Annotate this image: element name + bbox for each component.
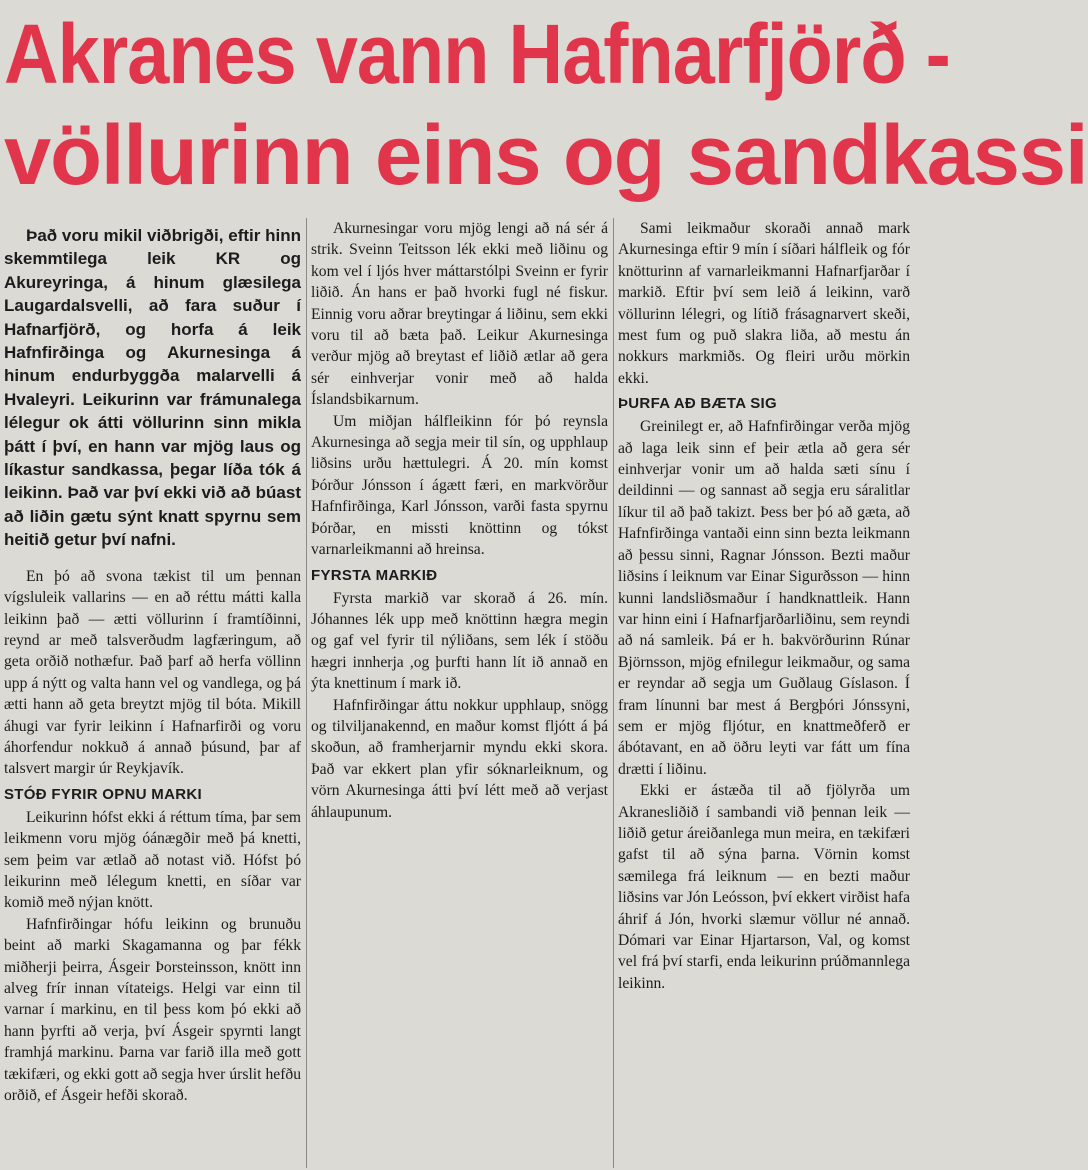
subheading: STÓÐ FYRIR OPNU MARKI [4,785,202,803]
subheading: FYRSTA MARKIÐ [311,566,438,584]
column-2 [311,218,608,1168]
headline [0,0,1088,205]
body-paragraph: Leikurinn hófst ekki á réttum tíma, þar sem leikmenn voru mjög óánægðir með þá knetti, sem þeim var ætlað að notast við. Hófst þó leikurinn með lélegum knetti, en síðar var komið með nýjan knött. [4,808,301,912]
body-paragraph: Greinilegt er, að Hafnfirðingar verða mjög að laga leik sinn ef þeir ætla að gera sér einhverjar vonir um að halda sæti sínu í deildinni — og sannast að segja eru sáralitlar líkur til að það takizt. Þess ber þó að gæta, að Hafnfirðinga vantaði einn sinn bezta leikmann að þessu sinni, Ragnar Jónsson. Bezti maður liðsins í leiknum var Einar Sigurðsson — hinn kunni landsliðsmaður í handknattleik. Hann var hinn eini í Hafnarfjarðarliðinu, sem reyndi að ná samleik. Þá er h. bakvörðurinn Rúnar Björnsson, mjög efnilegur leikmaður, og sama er reyndar að segja um Guðlaug Gíslason. Í fram línunni bar mest á Bergþóri Jónssyni, sem er mjög fljótur, en knattmeðferð er ábótavant, en að öðru leyti var fátt um fína drætti í liðinu. [618,418,910,778]
column-3 [618,218,910,1168]
body-paragraph: Hafnfirðingar áttu nokkur upphlaup, snögg og tilviljanakennd, en maður komst fljótt á þá skoðun, að framherjarnir myndu ekki skora. Það var ekkert plan yfir sóknarleiknum, og vörn Akurnesinga átti því létt með að verjast áhlaupunum. [311,696,608,821]
body-paragraph: Ekki er ástæða til að fjölyrða um Akranesliðið í sambandi við þennan leik — liðið getur áreiðanlega mun meira, en tækifæri gafst til að sýna þarna. Vörnin komst sæmilega frá leiknum — en bezti maður liðsins var Jón Leósson, því ekkert virðist hafa áhrif á Jón, hvorki slæmur völlur né annað. Dómari var Einar Hjartarson, Val, og komst vel frá því starfi, enda leikurinn prúðmannlega leikinn. [618,782,910,992]
body-paragraph: Akurnesingar voru mjög lengi að ná sér á strik. Sveinn Teitsson lék ekki með liðinu og kom vel í ljós hver máttarstólpi Sveinn er fyrir liðið. Án hans er það hvorki fugl né fiskur. Einnig voru aðrar breytingar á liðinu, sem ekki voru til að bæta það. Leikur Akurnesinga verður mjög að breytast ef liðið ætlar að gera sér einhverjar vonir með að halda Íslandsbikarnum. [311,220,608,409]
body-paragraph: Fyrsta markið var skorað á 26. mín. Jóhannes lék upp með knöttinn hægra megin og gaf vel fyrir til nýliðans, sem lék í stöðu hægri innherja ,og þurfti hann lít ið annað en ýta knettinum í mark ið. [311,589,608,693]
headline-line-1: Akranes vann Hafnarfjörð - [4,7,950,101]
column-divider [306,218,307,1168]
subheading: ÞURFA AÐ BÆTA SIG [618,395,777,413]
column-1 [4,218,301,1168]
body-paragraph: Um miðjan hálfleikinn fór þó reynsla Akurnesinga að segja meir til sín, og upphlaup liðsins urðu hættulegri. Á 20. mín komst Þórður Jónsson í ágætt færi, en markvörður Hafnfirðinga, Karl Jónsson, varði fasta spyrnu Þórðar, en missti knöttinn og tókst varnarleikmanni að hreinsa. [311,412,608,559]
body-paragraph: Sami leikmaður skoraði annað mark Akurnesinga eftir 9 mín í síðari hálfleik og fór knötturinn af varnarleikmanni Hafnarfjarðar í markið. Eftir því sem leið á leikinn, varð völlurinn lélegri, og lítið frásagnarvert skeði, mest fum og puð slakra liða, að mestu án nokkurs markmiðs. Og fleiri urðu mörkin ekki. [618,220,910,387]
lead-paragraph: Það voru mikil viðbrigði, eftir hinn skemmtilega leik KR og Akureyringa, á hinum glæsilega Laugardalsvelli, að fara suður í Hafnarfjörð, og horfa á leik Hafnfirðinga og Akurnesinga á hinum endurbyggða malarvelli á Hvaleyri. Leikurinn var frámunalega lélegur ok átti völlurinn sinn mikla þátt í því, en hann var mjög laus og líkastur sandkassa, þegar líða tók á leikinn. Það var því ekki við að búast að liðin gætu sýnt knatt spyrnu sem heitið getur því nafni. [4,226,301,550]
headline-line-2: völlurinn eins og sandkassi [4,108,1088,202]
body-paragraph: En þó að svona tækist til um þennan vígsluleik vallarins — en að réttu mátti kalla leikinn það — ætti völlurinn í framtíðinni, reynd ar með talsverðudm lagfæringum, að geta orðið nothæfur. Það þarf að herfa völlinn upp á nýtt og valta hann vel og vandlega, og þá ætti hann að geta breytzt mjög til bóta. Mikill áhugi var fyrir leikinn í Hafnarfirði og voru áhorfendur nokkuð á annað þúsund, þar af talsvert margir úr Reykjavík. [4,567,301,778]
body-paragraph: Hafnfirðingar hófu leikinn og brunuðu beint að marki Skagamanna og þar fékk miðherji þeirra, Ásgeir Þorsteinsson, knött inn alveg frír innan vítateigs. Helgi var einn til varnar í markinu, en til þess kom þó ekki að hann þyrfti að verja, því Ásgeir spyrnti langt framhjá markinu. Þarna var farið illa með gott tækifæri, og ekki gott að segja hver úrslit hefðu orðið, ef Ásgeir hefði skorað. [4,915,301,1105]
column-divider [613,218,614,1168]
